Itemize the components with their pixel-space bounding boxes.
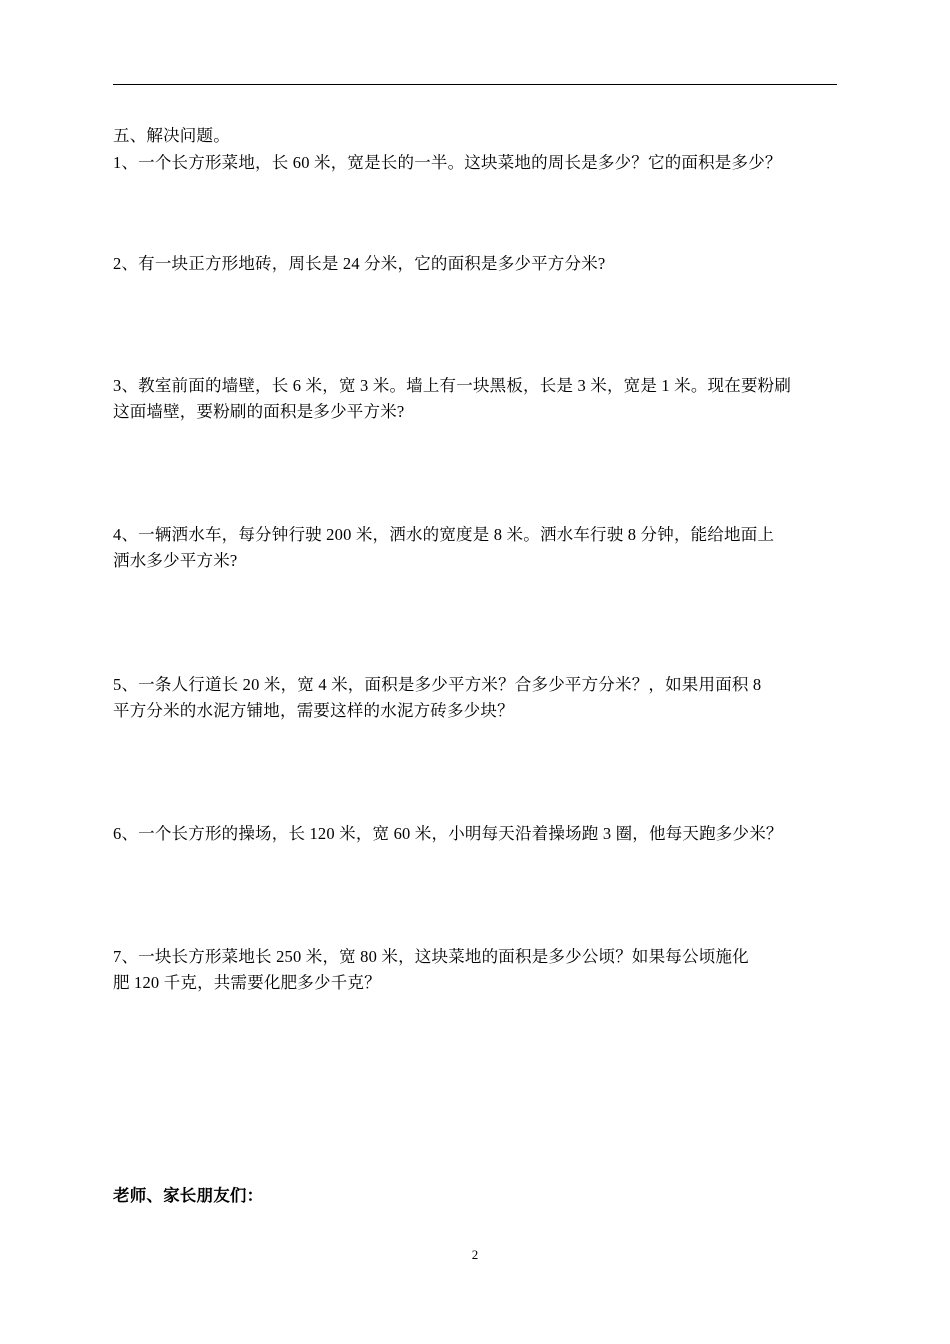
problem-4-line-1: 4、一辆洒水车，每分钟行驶 200 米，洒水的宽度是 8 米。洒水车行驶 8 分钟，能给地面上 — [113, 525, 775, 544]
section-title: 五、解决问题。 — [113, 126, 230, 145]
problem-5-line-1: 5、一条人行道长 20 米，宽 4 米，面积是多少平方米？合多少平方分米？，如果用面积 8 — [113, 675, 762, 694]
problem-7-line-1: 7、一块长方形菜地长 250 米，宽 80 米，这块菜地的面积是多少公顷？如果每公顷施化 — [113, 947, 749, 966]
header-rule — [113, 84, 837, 85]
page-number: 2 — [471, 1247, 479, 1262]
problem-3-line-1: 3、教室前面的墙壁，长 6 米，宽 3 米。墙上有一块黑板，长是 3 米，宽是 1 米。现在要粉刷 — [113, 376, 792, 395]
closing-note: 老师、家长朋友们： — [113, 1186, 264, 1205]
problem-1-line-1: 1、一个长方形菜地，长 60 米，宽是长的一半。这块菜地的周长是多少？它的面积是多少？ — [113, 153, 782, 172]
problem-6-line-1: 6、一个长方形的操场，长 120 米，宽 60 米，小明每天沿着操场跑 3 圈，他每天跑多少米？ — [113, 824, 783, 843]
problem-3-line-2: 这面墙壁，要粉刷的面积是多少平方米? — [113, 402, 405, 421]
problem-2-line-1: 2、有一块正方形地砖，周长是 24 分米，它的面积是多少平方分米? — [113, 254, 606, 273]
problem-4-line-2: 洒水多少平方米? — [113, 551, 238, 570]
problem-7-line-2: 肥 120 千克，共需要化肥多少千克？ — [113, 973, 381, 992]
problem-5-line-2: 平方分米的水泥方铺地，需要这样的水泥方砖多少块？ — [113, 701, 514, 720]
